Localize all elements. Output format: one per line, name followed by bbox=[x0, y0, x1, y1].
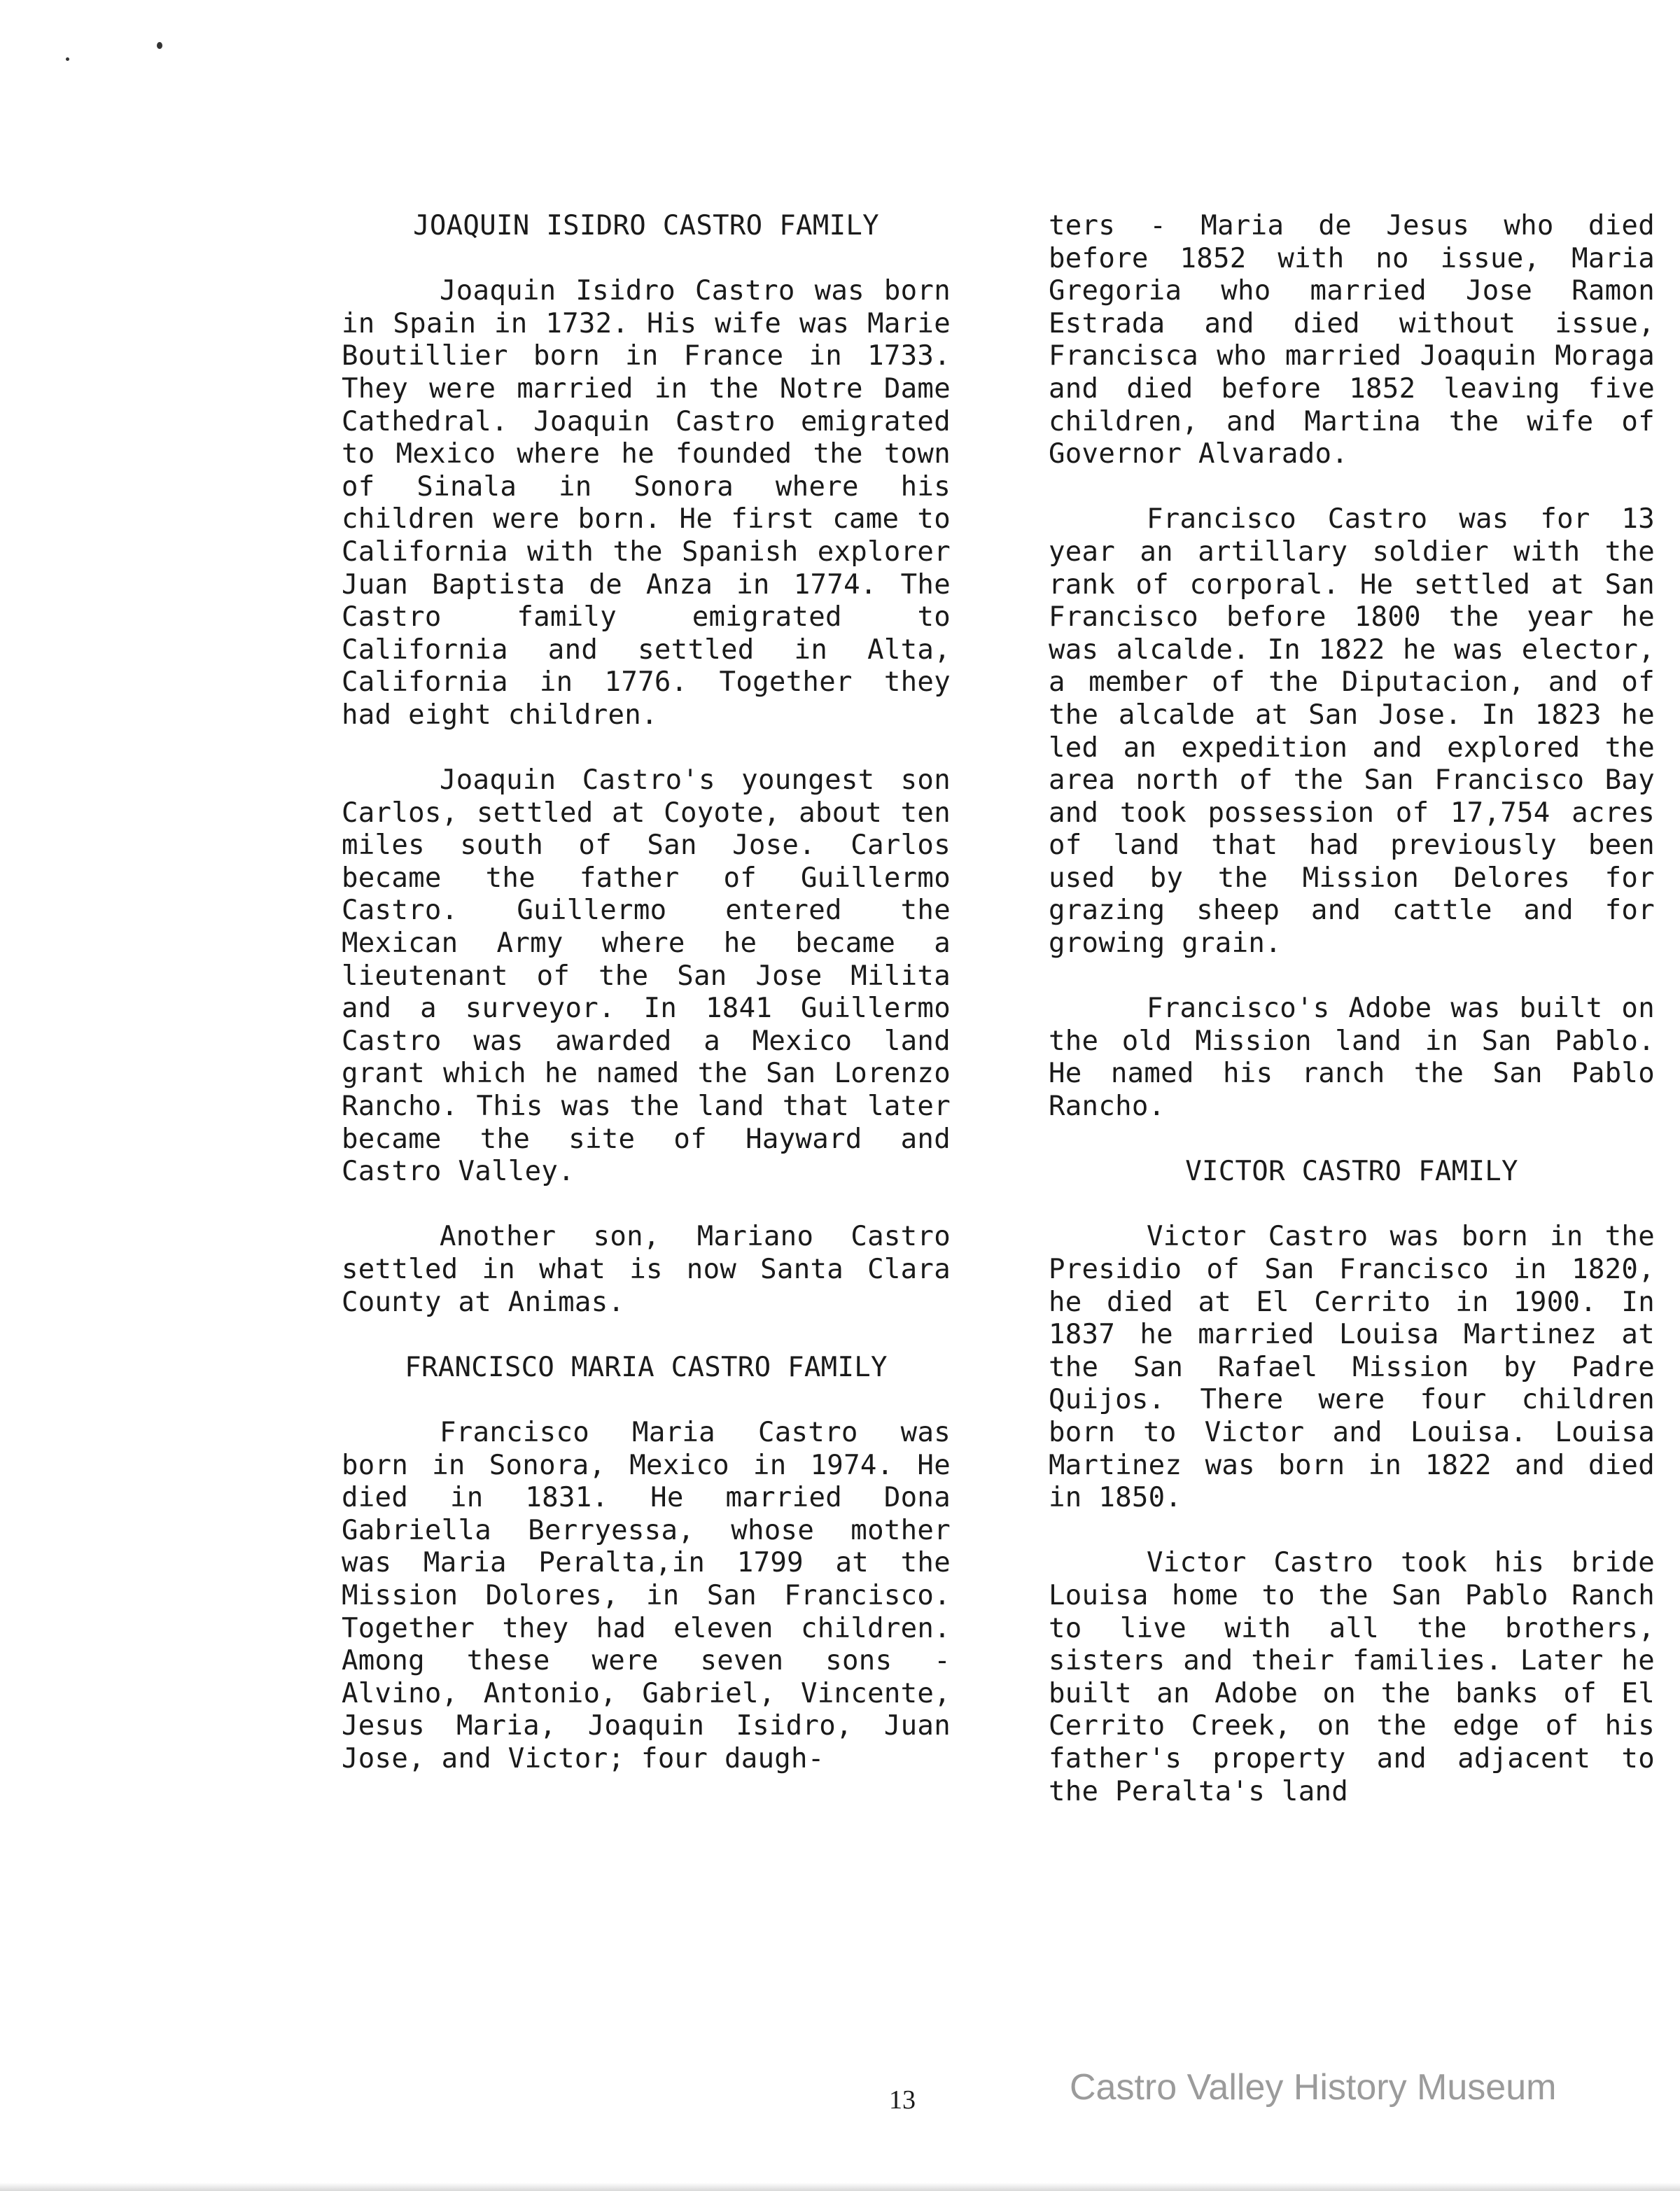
paragraph: Francisco Maria Castro was born in Sonora, Mexico in 1974. He died in 1831. He married Dona Gabriella Berryessa, whose mother was Maria Peralta,in 1799 at the Mission Dolores, in San Francisco. Together they had eleven children. Among these were seven sons - Alvino, Antonio, Gabriel, Vincente, Jesus Maria, Joaquin Isidro, Juan Jose, and Victor; four daugh- bbox=[342, 1416, 951, 1774]
section-heading-francisco-maria: FRANCISCO MARIA CASTRO FAMILY bbox=[405, 1351, 888, 1383]
section-heading-victor-castro: VICTOR CASTRO FAMILY bbox=[1185, 1156, 1518, 1188]
right-column bbox=[1049, 210, 1655, 1841]
paragraph-continued: ters - Maria de Jesus who died before 1852 with no issue, Maria Gregoria who married Jose Ramon Estrada and died without issue, Francisca who married Joaquin Moraga and died before 1852 leaving five children, and Martina the wife of Governor Alvarado. bbox=[1049, 210, 1655, 470]
paragraph: Joaquin Isidro Castro was born in Spain in 1732. His wife was Marie Boutillier born in France in 1733. They were married in the Notre Dame Cathedral. Joaquin Castro emigrated to Mexico where he founded the town of Sinala in Sonora where his children were born. He first came to California with the Spanish explorer Juan Baptista de Anza in 1774. The Castro family emigrated to California and settled in Alta, California in 1776. Together they had eight children. bbox=[342, 275, 951, 731]
scan-speck bbox=[157, 42, 162, 49]
paragraph: Francisco Castro was for 13 year an artillary soldier with the rank of corporal. He settled at San Francisco before 1800 the year he was alcalde. In 1822 he was elector, a member of the Diputacion, and of the alcalde at San Jose. In 1823 he led an expedition and explored the area north of the San Francisco Bay and took possession of 17,754 acres of land that had previously been used by the Mission Delores for grazing sheep and cattle and for growing grain. bbox=[1049, 503, 1655, 960]
scan-speck bbox=[66, 57, 69, 61]
paragraph: Victor Castro was born in the Presidio of San Francisco in 1820, he died at El Cerrito in 1900. In 1837 he married Louisa Martinez at the San Rafael Mission by Padre Quijos. There were four children born to Victor and Louisa. Louisa Martinez was born in 1822 and died in 1850. bbox=[1049, 1221, 1655, 1514]
paragraph: Francisco's Adobe was built on the old Mission land in San Pablo. He named his ranch the San Pablo Rancho. bbox=[1049, 993, 1655, 1123]
paragraph: Another son, Mariano Castro settled in what is now Santa Clara County at Animas. bbox=[342, 1221, 951, 1318]
page-number: 13 bbox=[889, 2085, 916, 2115]
paragraph: Victor Castro took his bride Louisa home to the San Pablo Ranch to live with all the brothers, sisters and their families. Later he built an Adobe on the banks of El Cerrito Creek, on the edge of his father's property and adjacent to the Peralta's land bbox=[1049, 1547, 1655, 1807]
watermark: Castro Valley History Museum bbox=[1070, 2067, 1557, 2108]
left-column bbox=[342, 210, 951, 1808]
paragraph: Joaquin Castro's youngest son Carlos, settled at Coyote, about ten miles south of San Jose. Carlos became the father of Guillermo Castro. Guillermo entered the Mexican Army where he became a lieutenant of the San Jose Milita and a surveyor. In 1841 Guillermo Castro was awarded a Mexico land grant which he named the San Lorenzo Rancho. This was the land that later became the site of Hayward and Castro Valley. bbox=[342, 764, 951, 1188]
section-heading-joaquin-isidro: JOAQUIN ISIDRO CASTRO FAMILY bbox=[413, 210, 879, 241]
scan-edge bbox=[0, 2183, 1680, 2191]
